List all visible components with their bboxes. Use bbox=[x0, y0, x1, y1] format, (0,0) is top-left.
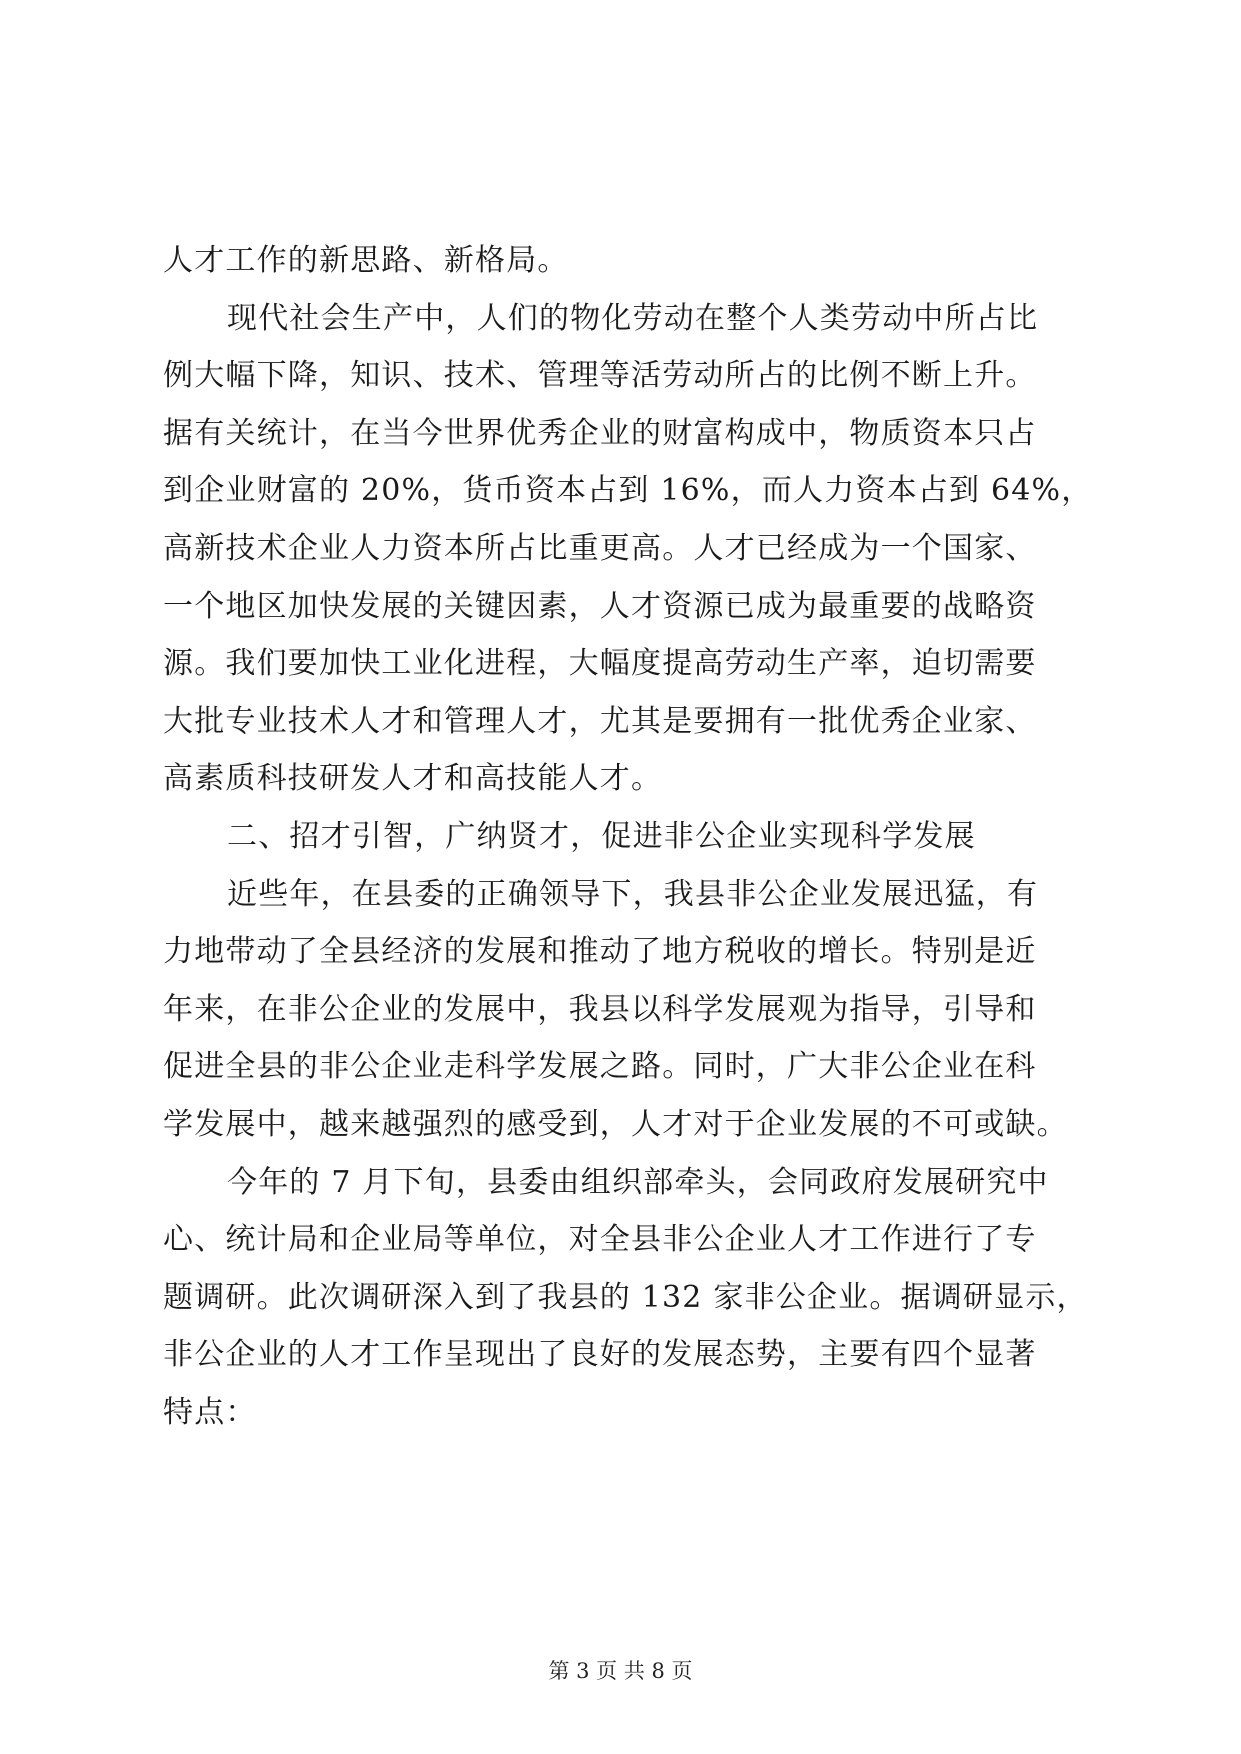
text-line: 人才工作的新思路、新格局。 bbox=[163, 243, 569, 278]
text-line: 一个地区加快发展的关键因素，人才资源已成为最重要的战略资 bbox=[163, 588, 1037, 624]
text-line: 非公企业的人才工作呈现出了良好的发展态势，主要有四个显著 bbox=[163, 1337, 1037, 1373]
paragraph-start-line: 今年的 7 月下旬，县委由组织部牵头，会同政府发展研究中 bbox=[227, 1164, 1049, 1200]
text-line: 据有关统计，在当今世界优秀企业的财富构成中，物质资本只占 bbox=[163, 415, 1037, 451]
text-line: 特点： bbox=[163, 1394, 257, 1430]
text-line: 年来，在非公企业的发展中，我县以科学发展观为指导，引导和 bbox=[163, 991, 1037, 1027]
section-heading: 二、招才引智，广纳贤才，促进非公企业实现科学发展 bbox=[227, 818, 976, 854]
page-number-footer: 第 3 页 共 8 页 bbox=[548, 1659, 693, 1683]
paragraph-start-line: 现代社会生产中，人们的物化劳动在整个人类劳动中所占比 bbox=[227, 300, 1039, 336]
text-line: 学发展中，越来越强烈的感受到，人才对于企业发展的不可或缺。 bbox=[163, 1106, 1068, 1142]
text-line: 高素质科技研发人才和高技能人才。 bbox=[163, 761, 663, 797]
text-line: 高新技术企业人力资本所占比重更高。人才已经成为一个国家、 bbox=[163, 530, 1037, 566]
text-line: 大批专业技术人才和管理人才，尤其是要拥有一批优秀企业家、 bbox=[163, 703, 1037, 739]
text-line: 例大幅下降，知识、技术、管理等活劳动所占的比例不断上升。 bbox=[163, 358, 1037, 394]
text-line: 题调研。此次调研深入到了我县的 132 家非公企业。据调研显示， bbox=[163, 1279, 1088, 1315]
body-text bbox=[163, 232, 1093, 1441]
text-line: 源。我们要加快工业化进程，大幅度提高劳动生产率，迫切需要 bbox=[163, 646, 1037, 682]
text-line: 力地带动了全县经济的发展和推动了地方税收的增长。特别是近 bbox=[163, 934, 1037, 970]
text-line: 促进全县的非公企业走科学发展之路。同时，广大非公企业在科 bbox=[163, 1049, 1037, 1085]
paragraph-start-line: 近些年，在县委的正确领导下，我县非公企业发展迅猛，有 bbox=[227, 876, 1039, 912]
text-line: 到企业财富的 20%，货币资本占到 16%，而人力资本占到 64%， bbox=[163, 473, 1093, 509]
text-line: 心、统计局和企业局等单位，对全县非公企业人才工作进行了专 bbox=[163, 1222, 1037, 1258]
